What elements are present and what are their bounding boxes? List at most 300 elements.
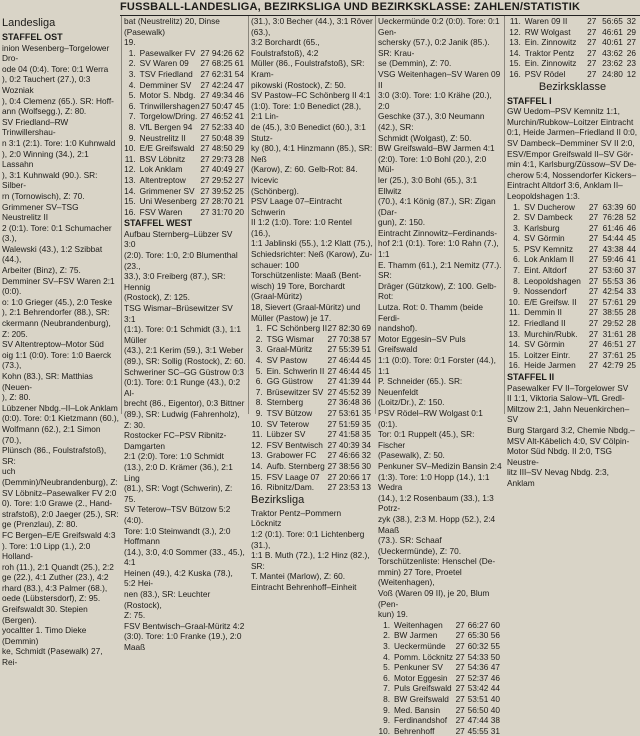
cell-points: 52 xyxy=(626,212,636,223)
cell-team: Uni Wesenberg xyxy=(139,196,197,207)
cell-games: 27 xyxy=(200,174,210,185)
table-row xyxy=(378,662,502,673)
cell-goals: 23:62 xyxy=(602,58,623,69)
cell-games: 27 xyxy=(588,328,599,339)
cell-points: 17 xyxy=(361,471,371,482)
cell-team: Weitenhagen xyxy=(394,619,443,630)
cell-team: Loitzer Eintr. xyxy=(524,349,571,360)
cell-rank: 6. xyxy=(513,254,521,265)
column-staffel-west xyxy=(124,16,246,653)
text-line: (Rostock), Z: 125. xyxy=(124,292,190,303)
text-line: Burg Stargard 3:2, Chemie Nbdg.– xyxy=(507,424,635,435)
text-line: 33.), 3:0 Freiberg (87.), SR: Hennig xyxy=(124,271,226,292)
cell-rank: 6. xyxy=(128,100,136,111)
cell-points: 47 xyxy=(234,79,244,90)
text-line: BW Greifswald–BW Jarmen 4:1 xyxy=(378,143,495,154)
cell-rank: 12. xyxy=(251,439,263,450)
cell-rank: 7. xyxy=(383,683,391,694)
text-line: yocaltter 1. Timo Dieke (Demmin) xyxy=(2,625,87,646)
cell-rank: 2. xyxy=(513,212,521,223)
text-line: bat (Neustrelitz) 20, Dinse (Pasewalk) xyxy=(124,16,220,37)
text-line: (70.), 4:1 König (87.), SR: Zigan (Dar- xyxy=(378,196,496,217)
cell-team: FSV Waren xyxy=(139,206,183,217)
cell-points: 50 xyxy=(490,651,500,662)
cell-points: 28 xyxy=(626,328,636,339)
text-line: Z: 75. xyxy=(124,610,146,621)
cell-team: SV Görmin xyxy=(524,233,565,244)
text-line: oede (Lübstersdorf), Z: 95. xyxy=(2,593,101,604)
cell-team: Torgelow/Dring. xyxy=(139,111,198,122)
cell-games: 27 xyxy=(455,715,465,726)
text-line: Murchin/Rubkow–Loitzer Eintracht xyxy=(507,116,634,127)
cell-games: 27 xyxy=(327,450,337,461)
cell-team: Behrenhoff xyxy=(394,725,435,736)
table-row xyxy=(378,620,502,631)
cell-goals: 41:39 xyxy=(338,376,360,387)
cell-points: 26 xyxy=(626,47,636,58)
cell-team: Demmin II xyxy=(524,307,562,318)
cell-points: 51 xyxy=(361,344,371,355)
cell-goals: 42:54 xyxy=(602,286,624,297)
column-landesliga-ost xyxy=(2,16,119,668)
cell-games: 27 xyxy=(587,37,597,48)
cell-points: 27 xyxy=(626,339,636,350)
text-line: GW Uedom–PSV Kemnitz 1:1, xyxy=(507,106,620,117)
cell-rank: 5. xyxy=(383,662,391,673)
cell-games: 27 xyxy=(327,355,337,365)
cell-goals: 48:50 xyxy=(211,143,233,154)
cell-points: 32 xyxy=(361,450,371,461)
cell-games: 27 xyxy=(327,439,337,450)
cell-points: 44 xyxy=(361,376,371,387)
cell-goals: 38:56 xyxy=(338,460,360,471)
text-line: 19. xyxy=(124,37,136,48)
text-line: (Loitz/Dr.), Z: 150. xyxy=(378,397,445,408)
cell-goals: 62:31 xyxy=(211,68,233,79)
cell-games: 27 xyxy=(455,683,465,694)
table-row xyxy=(124,175,246,186)
cell-team: RW Wolgast xyxy=(524,26,571,37)
text-line: Schweriner SC–GG Güstrow 0:3 xyxy=(124,366,244,377)
table-row xyxy=(124,90,246,101)
cell-points: 60 xyxy=(626,201,636,212)
cell-rank: 2. xyxy=(255,333,263,344)
table-row xyxy=(251,334,373,345)
cell-rank: 3. xyxy=(513,222,521,233)
cell-games: 27 xyxy=(587,47,597,58)
match-report-text xyxy=(507,383,638,489)
cell-goals: 46:66 xyxy=(338,450,360,461)
cell-team: Grimmener SV xyxy=(139,185,195,196)
table-row xyxy=(124,111,246,122)
cell-games: 27 xyxy=(327,407,337,418)
text-line: Motor Süd Nbdg. II 2:0, TSG Neustre- xyxy=(507,446,612,467)
cell-points: 25 xyxy=(626,349,636,360)
table-row xyxy=(251,419,373,430)
cell-rank: 15. xyxy=(508,349,521,360)
text-line: Eintracht Behrenhoff–Einheit xyxy=(251,581,357,592)
table-row xyxy=(507,276,638,287)
text-line: ), Z: 80. xyxy=(2,392,31,403)
text-line: (81.), SR: Vogt (Schwerin), Z: 75. xyxy=(124,483,233,504)
cell-rank: 10. xyxy=(251,418,263,429)
cell-team: Penkuner SV xyxy=(394,662,443,673)
cell-games: 27 xyxy=(327,397,337,408)
cell-games: 27 xyxy=(327,429,337,440)
text-line: Leopoldshagen 1:3. xyxy=(507,190,580,201)
text-line: 1:1 B. Muth (72.), 1:2 Hinz (82.), SR: xyxy=(251,550,370,571)
cell-goals: 52:33 xyxy=(211,121,233,132)
cell-games: 27 xyxy=(327,344,337,355)
cell-rank: 13. xyxy=(251,450,263,461)
cell-rank: 4. xyxy=(255,355,263,365)
text-line: Pasewalker FV II–Torgelower SV xyxy=(507,382,629,393)
table-row xyxy=(124,186,246,197)
table-row xyxy=(251,376,373,387)
cell-goals: 76:28 xyxy=(602,212,624,223)
cell-games: 27 xyxy=(200,68,210,79)
column-divider xyxy=(375,16,376,414)
cell-points: 61 xyxy=(234,58,244,69)
table-row xyxy=(124,80,246,91)
text-line: SV Altentreptow–Motor Süd xyxy=(2,339,104,350)
text-line: 1:1 Jablinski (55.), 1:2 Klatt (75.), xyxy=(251,238,373,249)
cell-team: SV Görmin xyxy=(524,339,565,350)
text-line: hof 2:1 (0:1). Tore: 1:0 Rahn (7.), 1:1 xyxy=(378,238,499,260)
cell-rank: 9. xyxy=(255,407,263,418)
cell-games: 27 xyxy=(455,619,465,630)
table-row xyxy=(378,705,502,716)
table-row xyxy=(378,726,502,736)
cell-points: 45 xyxy=(361,355,371,365)
cell-rank: 12. xyxy=(509,26,521,37)
cell-games: 27 xyxy=(200,164,210,175)
cell-rank: 9. xyxy=(513,286,521,297)
cell-goals: 40:49 xyxy=(211,164,233,175)
text-line: wisch) 19 Tore, Borchardt (Graal-Müritz) xyxy=(251,280,345,302)
cell-games: 27 xyxy=(200,153,210,164)
cell-team: FSV Laage 07 xyxy=(266,471,320,482)
cell-games: 27 xyxy=(200,79,210,90)
cell-team: Lok Anklam II xyxy=(524,254,574,265)
cell-goals: 20:66 xyxy=(338,471,360,482)
cell-goals: 50:47 xyxy=(211,100,233,111)
cell-team: SV Ducherow xyxy=(524,201,575,212)
table-row xyxy=(124,207,246,218)
text-line: SV Dambeck–Demminer SV II 2:0, xyxy=(507,137,635,148)
cell-goals: 51:59 xyxy=(338,418,360,429)
staffel-west-heading: STAFFEL WEST xyxy=(124,218,193,229)
table-row xyxy=(251,387,373,398)
table-row xyxy=(378,641,502,652)
match-report-text xyxy=(124,229,246,653)
table-row xyxy=(507,297,638,308)
cell-goals: 37:61 xyxy=(602,349,624,360)
cell-rank: 15. xyxy=(251,471,263,482)
cell-points: 40 xyxy=(490,694,500,704)
cell-goals: 94:26 xyxy=(211,47,233,58)
cell-rank: 11. xyxy=(509,307,521,318)
cell-goals: 68:25 xyxy=(211,58,233,69)
cell-points: 46 xyxy=(490,672,500,683)
cell-games: 27 xyxy=(588,233,599,244)
cell-goals: 42:24 xyxy=(211,79,233,90)
text-line: ler (25.), 3:0 Bohl (65.), 3:1 Ellwitz xyxy=(378,174,478,196)
text-line: (1:3). Tore: 1:0 Hopp (14.), 1:1 Wedra xyxy=(378,471,490,493)
cell-points: 33 xyxy=(626,286,636,297)
text-line: SV Teterow–TSV Bützow 5:2 (4:0). xyxy=(124,504,231,525)
cell-games: 27 xyxy=(327,323,337,334)
cell-team: PSV Rödel xyxy=(524,68,566,79)
table-row xyxy=(124,58,246,69)
table-row xyxy=(507,254,638,265)
cell-games: 27 xyxy=(587,68,597,79)
cell-points: 36 xyxy=(361,397,371,408)
standings-table-bezirksliga xyxy=(378,620,502,736)
cell-team: FSV Bentwisch xyxy=(266,439,323,450)
cell-points: 28 xyxy=(626,318,636,329)
cell-rank: 5. xyxy=(513,243,521,254)
cell-games: 27 xyxy=(327,386,337,397)
text-line: Ueckermünde 0:2 (0:0). Tore: 0:1 Gen- xyxy=(378,16,500,37)
cell-points: 25 xyxy=(626,360,636,371)
cell-team: Nossendorf xyxy=(524,286,567,297)
table-row xyxy=(251,344,373,355)
table-row xyxy=(507,350,638,361)
cell-goals: 23:53 xyxy=(338,482,360,493)
text-line: ode 04 (0:4). Tore: 0:1 Werra xyxy=(2,63,109,74)
table-row xyxy=(378,715,502,726)
cell-games: 27 xyxy=(200,185,210,196)
cell-games: 27 xyxy=(588,243,599,254)
cell-rank: 5. xyxy=(128,90,136,101)
cell-rank: 9. xyxy=(383,715,391,726)
text-line: gun), Z: 150. xyxy=(378,217,426,228)
cell-rank: 10. xyxy=(124,143,136,154)
cell-rank: 13. xyxy=(509,37,521,48)
cell-rank: 3. xyxy=(255,344,263,355)
cell-points: 40 xyxy=(234,121,244,132)
text-line: (2:0). Tore: 1:0 Bohl (20.), 2:0 Mül- xyxy=(378,153,487,175)
cell-points: 25 xyxy=(234,185,244,196)
cell-team: Ein. Zinnowitz xyxy=(524,58,577,69)
cell-rank: 8. xyxy=(128,121,136,132)
staffel-ii-heading: STAFFEL II xyxy=(507,372,555,382)
cell-rank: 14. xyxy=(509,47,521,58)
table-row xyxy=(124,154,246,165)
cell-games: 27 xyxy=(455,704,465,715)
cell-team: Motor Eggesin xyxy=(394,672,448,683)
text-line: Dräger (Gützkow), Z: 100. Gelb-Rot: xyxy=(378,280,497,302)
text-line: Motor Eggesin–SV Puls Greifswald xyxy=(378,333,466,355)
section-title-bezirksliga: Bezirksliga xyxy=(251,493,305,506)
cell-team: Grabower FC xyxy=(266,450,317,461)
cell-team: Heide Jarmen xyxy=(524,360,576,371)
cell-rank: 6. xyxy=(383,672,391,683)
cell-goals: 42:79 xyxy=(602,360,624,371)
cell-points: 37 xyxy=(626,265,636,276)
cell-games: 27 xyxy=(588,254,599,265)
text-line: II 1:2 (1:0). Tore: 1:0 Rentel (16.), xyxy=(251,217,352,238)
text-line: SV Friedland–RW Trinwillershau- xyxy=(2,116,69,138)
cell-team: Murchin/Rubk. xyxy=(524,328,578,339)
table-row xyxy=(507,212,638,223)
cell-team: Neustrelitz II xyxy=(139,132,186,143)
match-report-text xyxy=(378,16,502,620)
text-line: o: 1:0 Grieger (45.), 2:0 Teske xyxy=(2,296,113,307)
table-row xyxy=(507,233,638,244)
cell-goals: 46:52 xyxy=(211,111,233,122)
text-line: roh (11.), 2:1 Quandt (25.), 2:2 xyxy=(2,561,114,572)
cell-goals: 29:52 xyxy=(602,318,624,329)
text-line: pikowski (Rostock), Z: 50. xyxy=(251,79,346,90)
table-row xyxy=(507,16,638,27)
cell-goals: 43:38 xyxy=(602,243,624,254)
text-line: (0:1). Tore: 0:1 Runge (43.), 0:2 Al- xyxy=(124,377,241,398)
table-row xyxy=(251,482,373,493)
cell-rank: 15. xyxy=(509,58,521,69)
cell-goals: 45:52 xyxy=(338,386,360,397)
cell-goals: 46:51 xyxy=(602,339,624,350)
cell-goals: 47:44 xyxy=(467,715,489,726)
text-line: inion Wesenberg–Torgelower Dro- xyxy=(2,42,110,64)
cell-points: 44 xyxy=(490,683,500,694)
text-line: Grimmener SV–TSG Neustrelitz II xyxy=(2,201,79,223)
cell-games: 27 xyxy=(327,471,337,482)
cell-team: Ribnitz/Dam. xyxy=(266,482,315,493)
cell-points: 56 xyxy=(490,630,500,641)
cell-games: 27 xyxy=(588,212,599,223)
cell-team: Sternberg xyxy=(266,397,304,408)
text-line: Tore: 1:0 Steinwandt (3.), 2:0 Hoffmann xyxy=(124,525,231,547)
text-line: Eintracht Zinnowitz–Ferdinands- xyxy=(378,227,497,238)
cell-goals: 55:53 xyxy=(602,275,624,286)
text-line: uch (Demmin)/Neubrandenburg), Z: xyxy=(2,466,118,487)
cell-games: 27 xyxy=(588,318,599,329)
cell-rank: 1. xyxy=(255,323,263,334)
standings-table-staffel-i xyxy=(507,202,638,372)
cell-points: 20 xyxy=(234,206,244,217)
cell-points: 34 xyxy=(361,439,371,450)
table-row xyxy=(507,307,638,318)
table-row xyxy=(251,366,373,377)
cell-games: 27 xyxy=(200,132,210,143)
cell-rank: 12. xyxy=(508,318,521,329)
cell-goals: 38:55 xyxy=(602,307,624,318)
cell-games: 27 xyxy=(200,47,210,58)
text-line: Kohn (83.), SR: Matthias (Neuen- xyxy=(2,371,93,392)
text-line: kun) 19. xyxy=(378,609,408,620)
cell-goals: 53:60 xyxy=(602,265,624,276)
cell-goals: 46:44 xyxy=(338,365,360,376)
cell-team: Ein. Zinnowitz xyxy=(524,37,577,48)
text-line: n 3:1 (2:1). Tore: 1:0 Kuhnwald xyxy=(2,137,116,148)
cell-team: PSV Kemnitz xyxy=(524,243,573,254)
text-line: SV Löbnitz–Pasewalker FV 2:0 xyxy=(2,487,117,498)
cell-team: Traktor Pentz xyxy=(524,47,575,58)
table-row xyxy=(251,323,373,334)
text-line: cherow 5:4, Nossendorfer Kickers– xyxy=(507,169,637,180)
text-line: (2:0). Tore: 1:0, 2:0 Blumenthal (23., xyxy=(124,250,238,271)
cell-team: SV Teterow xyxy=(266,418,309,429)
text-line: (Pasewalk), Z: 50. xyxy=(378,450,445,461)
cell-rank: 7. xyxy=(255,386,263,397)
cell-rank: 8. xyxy=(383,694,391,704)
cell-goals: 63:39 xyxy=(602,201,624,212)
cell-rank: 16. xyxy=(509,68,521,79)
column-bezirksklasse xyxy=(507,16,638,488)
text-line: 0). Tore: 1:0 Grawe (2., Hand- xyxy=(2,498,113,509)
table-row xyxy=(124,143,246,154)
cell-goals: 61:46 xyxy=(602,222,624,233)
cell-games: 27 xyxy=(455,651,465,662)
table-row xyxy=(124,133,246,144)
text-line: VSG Weitenhagen–SV Waren 09 II xyxy=(378,68,501,90)
cell-rank: 7. xyxy=(128,111,136,122)
table-row xyxy=(507,329,638,340)
text-line: strafstoß), 2:0 Jaeger (25.), SR: xyxy=(2,508,119,519)
cell-rank: 3. xyxy=(383,641,391,652)
table-row xyxy=(378,683,502,694)
text-line: (14.), 3:0, 4:0 Sommer (33., 45.), 4:1 xyxy=(124,546,245,568)
cell-games: 27 xyxy=(587,16,597,26)
cell-team: Lok Anklam xyxy=(139,164,183,175)
text-line: 3:0 (3:0). Tore: 1:0 Krähe (20.), 2:0 xyxy=(378,90,492,111)
table-row xyxy=(124,164,246,175)
text-line: II 1:1, Viktoria Salow–VfL Gredl- xyxy=(507,393,625,404)
cell-rank: 13. xyxy=(508,328,521,339)
table-row xyxy=(124,122,246,133)
table-row xyxy=(251,408,373,419)
cell-team: Puls Greifswald xyxy=(394,683,452,694)
cell-goals: 28:70 xyxy=(211,196,233,207)
text-line: ), 2:0 Winning (34.), 2:1 Lassahn xyxy=(2,148,89,170)
cell-games: 27 xyxy=(588,201,599,212)
text-line: Müller (Pastow) je 17. xyxy=(251,312,332,323)
cell-rank: 13. xyxy=(124,174,136,185)
text-line: (1:0). Tore: 1:0 Benedict (28.), 2:1 Lin- xyxy=(251,100,362,122)
cell-goals: 40:39 xyxy=(338,439,360,450)
column-divider xyxy=(248,16,249,414)
cell-games: 27 xyxy=(588,360,599,371)
table-row xyxy=(507,244,638,255)
cell-games: 27 xyxy=(200,143,210,154)
cell-goals: 53:61 xyxy=(338,407,360,418)
cell-team: Eint. Altdorf xyxy=(524,265,567,276)
text-line: 18, Sievert (Graal-Müritz) und xyxy=(251,302,361,313)
cell-goals: 70:38 xyxy=(338,333,360,344)
cell-rank: 9. xyxy=(383,704,391,715)
section-title-landesliga: Landesliga xyxy=(2,17,56,29)
cell-team: Ein. Schwerin II xyxy=(266,365,325,376)
table-row xyxy=(251,472,373,483)
cell-points: 29 xyxy=(626,296,636,307)
text-line: Arbeiter (Binz), Z: 75. xyxy=(2,265,81,276)
text-line: ke, Schmidt (Pasewalk) 27, Rei- xyxy=(2,646,103,668)
text-line: zyk (38.), 2:3 M. Hopp (52.), 2:4 Maaß xyxy=(378,513,496,535)
cell-goals: 50:48 xyxy=(211,132,233,143)
text-line: 2:1 (2:0). Tore: 1:0 Schmidt xyxy=(124,451,224,462)
cell-goals: 46:61 xyxy=(602,26,623,37)
cell-rank: 10. xyxy=(508,296,521,307)
cell-goals: 56:50 xyxy=(467,704,489,715)
cell-rank: 11. xyxy=(509,16,521,26)
match-report-text xyxy=(507,106,638,201)
cell-points: 41 xyxy=(234,111,244,122)
cell-games: 27 xyxy=(200,121,210,132)
cell-points: 12 xyxy=(626,68,636,79)
table-row xyxy=(251,429,373,440)
